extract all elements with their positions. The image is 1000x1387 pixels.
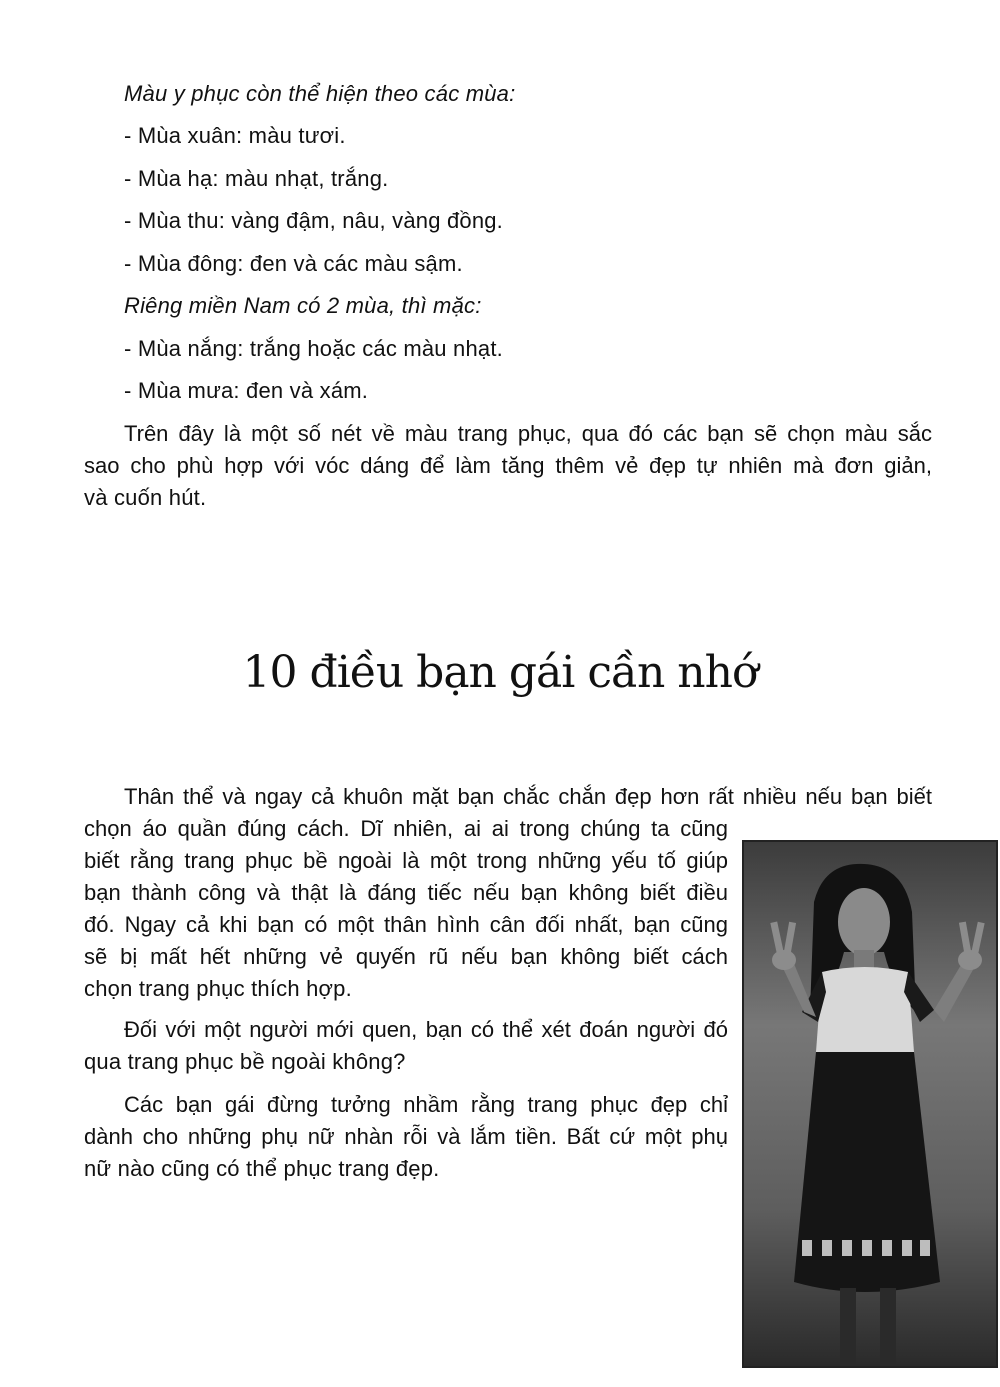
season-intro: Màu y phục còn thể hiện theo các mùa: <box>124 81 516 106</box>
summary-line-1: Trên đây là một số nét về màu trang phục, qua đó các bạn sẽ chọn màu sắc <box>124 421 932 446</box>
left-leg <box>840 1288 856 1366</box>
paragraph1-line-1: Thân thể và ngay cả khuôn mặt bạn chắc chắn đẹp hơn rất nhiều nếu bạn biết <box>124 784 932 809</box>
paragraph1-line-2: chọn áo quần đúng cách. Dĩ nhiên, ai ai trong chúng ta cũng <box>84 816 728 841</box>
paragraph1-line-6: sẽ bị mất hết những vẻ quyến rũ nếu bạn không biết cách <box>84 944 728 969</box>
season-item-winter: - Mùa đông: đen và các màu sậm. <box>124 251 463 276</box>
paragraph1-line-4: bạn thành công và thật là đáng tiếc nếu bạn không biết điều <box>84 880 728 905</box>
paragraph3-line-1: Các bạn gái đừng tưởng nhầm rằng trang phục đẹp chỉ <box>124 1092 728 1117</box>
article-title: 10 điều bạn gái cần nhớ <box>242 647 758 698</box>
dress-top <box>816 967 914 1052</box>
south-item-dry: - Mùa nắng: trắng hoặc các màu nhạt. <box>124 336 503 361</box>
photo-woman-in-dress <box>742 840 998 1368</box>
south-item-rainy: - Mùa mưa: đen và xám. <box>124 378 369 403</box>
paragraph2-line-1: Đối với một người mới quen, bạn có thể xét đoán người đó <box>124 1017 728 1042</box>
paragraph3-line-2: dành cho những phụ nữ nhàn rỗi và lắm tiền. Bất cứ một phụ <box>84 1124 728 1149</box>
south-intro: Riêng miền Nam có 2 mùa, thì mặc: <box>124 293 482 318</box>
face-shape <box>838 888 890 956</box>
season-item-autumn: - Mùa thu: vàng đậm, nâu, vàng đồng. <box>124 208 503 233</box>
paragraph3-line-3: nữ nào cũng có thể phục trang đẹp. <box>84 1156 440 1181</box>
paragraph2-line-2: qua trang phục bề ngoài không? <box>84 1049 406 1074</box>
summary-line-3: và cuốn hút. <box>84 485 207 510</box>
right-leg <box>880 1288 896 1366</box>
season-item-spring: - Mùa xuân: màu tươi. <box>124 123 346 148</box>
summary-line-2: sao cho phù hợp với vóc dáng để làm tăng thêm vẻ đẹp tự nhiên mà đơn giản, <box>84 453 932 478</box>
paragraph1-line-5: đó. Ngay cả khi bạn có một thân hình cân đối nhất, bạn cũng <box>84 912 728 937</box>
paragraph1-line-3: biết rằng trang phục bề ngoài là một trong những yếu tố giúp <box>84 848 728 873</box>
season-item-summer: - Mùa hạ: màu nhạt, trắng. <box>124 166 389 191</box>
photo-illustration <box>744 842 996 1366</box>
paragraph1-line-7: chọn trang phục thích hợp. <box>84 976 352 1001</box>
